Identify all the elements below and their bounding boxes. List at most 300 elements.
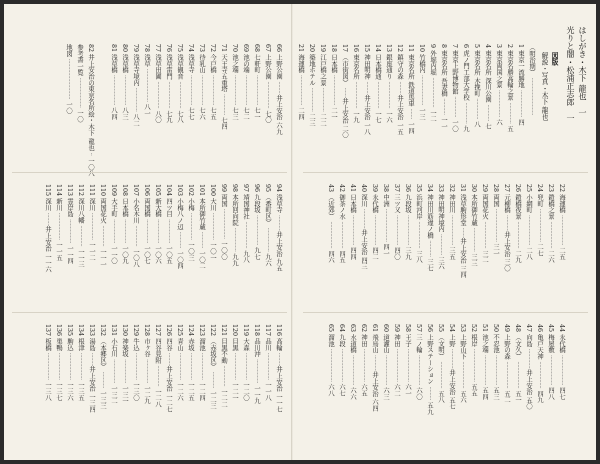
entry-title: 九段坂: [404, 192, 411, 215]
entry-page: 七〇: [264, 108, 271, 123]
leader-dots: ················: [470, 227, 477, 252]
entry-page: 四一: [382, 241, 389, 257]
entry-page: 六一: [404, 381, 411, 397]
index-entry: [186, 184, 195, 302]
entry-number: 29: [481, 184, 488, 193]
index-entry: [535, 184, 544, 302]
entry-page: 五七: [448, 394, 455, 410]
entry-page: 六五: [360, 381, 367, 397]
entry-number: 116: [275, 324, 282, 337]
index-entry: [414, 184, 423, 302]
entry-number: 122: [209, 324, 216, 337]
entry-page: 一一九: [253, 382, 260, 404]
entry-page: 四八: [547, 384, 554, 400]
entry-title: 不忍池: [492, 332, 499, 355]
entry-number: 74: [187, 44, 194, 53]
index-entry: [337, 184, 346, 302]
entry-title: 深川: [44, 196, 51, 213]
entry-title: 本所回向院: [231, 192, 238, 228]
entry-title: 目黒: [231, 336, 238, 353]
index-entry: [348, 324, 357, 442]
entry-number: 20: [308, 44, 315, 53]
entry-number: 70: [231, 44, 238, 53]
entry-number: 3: [495, 44, 502, 49]
entry-author: 井上安治: [371, 371, 378, 397]
entry-author: 井上安治: [360, 229, 367, 255]
entry-number: 10: [418, 44, 425, 53]
entry-title: 浅草寺境内: [132, 52, 139, 88]
leader-dots: ··················: [517, 89, 524, 117]
entry-title: 新大橋: [154, 196, 161, 219]
entry-number: 134: [77, 324, 84, 337]
leader-dots: ······················: [143, 68, 150, 102]
leader-dots: ··: [87, 152, 94, 156]
entry-page: 九九: [231, 251, 238, 267]
leader-dots: ······················: [327, 348, 334, 382]
entry-number: 28: [492, 184, 499, 193]
entry-title: 深川: [360, 192, 367, 209]
entry-page: 一三: [418, 104, 425, 120]
entry-number: 16: [352, 44, 359, 53]
index-entry: [557, 184, 566, 302]
index-entry: [142, 324, 151, 442]
entry-author: 井上安治: [275, 366, 282, 392]
entry-page: 八二: [132, 111, 139, 127]
entry-page: 三九: [404, 244, 411, 260]
index-entry: [502, 184, 511, 302]
entry-page: 一三七: [55, 379, 62, 401]
index-entry: [263, 324, 272, 442]
entry-page: 五八: [437, 388, 444, 403]
leader-dots: ·········: [165, 352, 172, 367]
index-entry: [447, 324, 456, 442]
leader-dots: ·········: [363, 81, 370, 95]
entry-title: 浅草: [143, 52, 150, 69]
entry-number: 114: [55, 184, 62, 197]
leader-dots: ··············: [154, 365, 161, 387]
entry-number: 81: [110, 44, 117, 53]
leader-dots: ····················: [198, 74, 205, 105]
entry-title: 青山: [176, 336, 183, 353]
leader-dots: ······················: [492, 208, 499, 242]
entry-page: 五二: [503, 388, 510, 403]
leader-dots: ··················: [77, 352, 84, 380]
entry-title: 品川: [264, 336, 271, 353]
entry-title: 天王寺五重塔: [220, 52, 227, 94]
leader-dots: ····················: [253, 74, 260, 105]
entry-title: 東京名所: [352, 52, 359, 82]
entry-title: 元柳橋: [503, 192, 510, 215]
entry-page: 一一五: [55, 239, 62, 261]
entry-title: 日本橋: [121, 196, 128, 219]
entry-number: 6: [462, 44, 469, 49]
entry-page: 四二: [371, 244, 378, 260]
leader-dots: ····················: [418, 74, 425, 105]
entry-title: 日本橋: [330, 52, 337, 75]
leader-dots: ··················: [176, 81, 183, 109]
leader-dots: ······················: [536, 208, 543, 242]
entry-page: 八四: [110, 104, 117, 120]
index-entry: [326, 324, 335, 442]
leader-dots: ····················: [558, 354, 565, 385]
index-entry: [472, 44, 481, 162]
index-entry: [296, 44, 305, 162]
entry-number: 73: [198, 44, 205, 53]
entry-number: 119: [242, 324, 249, 337]
entry-number: 45: [547, 324, 554, 333]
index-entry: [337, 324, 346, 442]
index-entry: [43, 184, 52, 302]
entry-number: 125: [176, 324, 183, 337]
index-entry: [208, 44, 217, 162]
entry-number: 96: [253, 184, 260, 193]
leader-dots: ···········: [371, 354, 378, 372]
index-entry: [546, 324, 555, 442]
leader-dots: ··············: [473, 98, 480, 120]
entry-page: 一〇〇: [220, 238, 227, 260]
entry-number: 77: [154, 44, 161, 53]
entry-title: 三ツ又: [393, 192, 400, 215]
index-entry: [120, 184, 129, 302]
entry-number: 115: [44, 184, 51, 197]
entry-page: 四五: [338, 248, 345, 263]
leader-dots: ····················: [448, 214, 455, 245]
index-entry: [76, 324, 85, 442]
entry-number: 117: [264, 324, 271, 337]
entry-page: 六八: [327, 381, 334, 397]
entry-page: 一一七: [275, 391, 282, 413]
entry-number: 39: [371, 184, 378, 193]
entry-page: 三四: [459, 263, 466, 278]
entry-title: 三ノ輪: [415, 332, 422, 355]
entry-number: 7: [451, 44, 458, 49]
entry-page: 三一: [492, 241, 499, 257]
leader-dots: ····················: [371, 214, 378, 245]
index-entry: [241, 184, 250, 302]
band-separator: [12, 312, 287, 313]
index-entry: [65, 184, 74, 302]
entry-page: 一〇四: [176, 248, 183, 269]
leader-dots: ··················: [495, 89, 502, 117]
leader-dots: ·······: [341, 87, 348, 99]
entry-title: 築地ホテル: [308, 52, 315, 88]
entry-title: 小石川: [110, 336, 117, 359]
entry-title: 東京両国之景: [495, 48, 502, 90]
entry-number: 102: [187, 184, 194, 197]
index-entry: [131, 44, 140, 162]
index-entry: [87, 184, 96, 302]
leader-dots: ·········: [88, 352, 95, 367]
entry-number: 68: [253, 44, 260, 53]
leader-dots: ··············: [437, 233, 444, 255]
index-entry: [252, 44, 261, 162]
entry-title: 本所御竹蔵: [198, 196, 205, 232]
entry-author: 井上安治: [363, 94, 370, 120]
index-entry: [87, 324, 96, 442]
entry-page: 七九: [165, 108, 172, 123]
entry-number: 63: [349, 324, 356, 333]
index-entry: [516, 44, 525, 162]
entry-title: 上野: [448, 332, 455, 349]
entry-number: 55: [437, 324, 444, 333]
leader-dots: ················: [231, 227, 238, 252]
leader-dots: ··················: [44, 352, 51, 380]
entry-title: 神田明神境内: [437, 192, 444, 234]
entry-page: 二五: [558, 244, 565, 260]
entry-title: 目黒不動: [220, 336, 227, 366]
entry-title: 虎ノ門工部大学校: [462, 48, 469, 103]
section-plates-note: 解説・写真・木下 龍也: [540, 52, 548, 121]
leader-dots: ··················: [264, 81, 271, 109]
leader-dots: ····················: [525, 214, 532, 245]
index-entry: [505, 44, 514, 162]
leader-dots: ··················: [264, 352, 271, 380]
entry-title: 赤坂: [187, 336, 194, 353]
entry-page: 一八: [363, 119, 370, 135]
entry-page: 七三: [231, 104, 238, 120]
entry-number: 9: [429, 44, 436, 49]
entry-number: 112: [77, 184, 84, 197]
entry-title: 海運橋: [297, 52, 304, 75]
entry-title: 東京名所 深川公園: [484, 48, 491, 105]
index-entry: [340, 44, 349, 162]
index-entry: [153, 324, 162, 442]
entry-page: 七二: [242, 104, 249, 120]
index-entry: [86, 44, 95, 177]
entry-number: 57: [415, 324, 422, 333]
entry-number: 21: [297, 44, 304, 53]
index-entry: [65, 324, 74, 442]
index-entry: [219, 184, 228, 302]
entry-title: （明治期）: [528, 44, 535, 78]
entry-title: 池之端: [481, 332, 488, 355]
leader-dots: ················: [264, 227, 271, 252]
entry-page: 一一六: [44, 251, 51, 273]
entry-number: 120: [231, 324, 238, 337]
entry-number: 13: [385, 44, 392, 53]
entry-number: 69: [242, 44, 249, 53]
entry-page: 二三: [308, 111, 315, 127]
entry-number: 71: [220, 44, 227, 53]
band-separator: [303, 172, 588, 173]
leader-dots: ····················: [558, 214, 565, 245]
entry-title: 両国花火: [99, 196, 106, 226]
entry-title: 神田川: [448, 192, 455, 215]
index-entry: [461, 44, 470, 162]
leader-dots: ··············: [448, 348, 455, 370]
entry-author: 井上安治: [525, 369, 532, 395]
index-entry: [546, 184, 555, 302]
entry-title: 九段坂: [253, 192, 260, 215]
entry-number: 137: [44, 324, 51, 337]
leader-dots: ··············: [99, 225, 106, 247]
index-entry: [252, 184, 261, 302]
entry-number: 111: [88, 184, 95, 197]
index-entry: [208, 324, 217, 442]
book-spread: [4, 4, 596, 460]
entry-number: 2: [506, 44, 513, 49]
leader-dots: ···········: [209, 371, 216, 389]
entry-number: 8: [440, 44, 447, 49]
index-entry: [153, 44, 162, 162]
entry-title: 永代橋: [558, 332, 565, 355]
leader-dots: ··················: [88, 212, 95, 240]
index-entry: [274, 324, 283, 442]
entry-page: 八一: [143, 101, 150, 117]
index-entry: [425, 324, 434, 442]
leader-dots: ·········: [275, 81, 282, 95]
index-entry: [186, 324, 195, 442]
leader-dots: ················: [143, 218, 150, 243]
entry-page: 一〇八: [132, 246, 139, 268]
entry-title: （近郊）: [327, 192, 334, 222]
index-entry: [359, 324, 368, 442]
entry-page: 四九: [536, 388, 543, 403]
entry-title: 待乳山: [198, 52, 205, 75]
leader-dots: ······················: [404, 348, 411, 382]
index-entry: [513, 324, 522, 442]
entry-title: 牛込: [132, 336, 139, 353]
entry-number: 14: [374, 44, 381, 53]
entry-page: 二七: [536, 241, 543, 257]
entry-page: 一七: [374, 108, 381, 123]
entry-page: 五五: [470, 381, 477, 397]
entry-number: 101: [198, 184, 205, 197]
entry-number: 82: [87, 44, 94, 53]
index-entry: [502, 324, 511, 442]
index-entry: [362, 44, 371, 162]
entry-title: （番町区）: [264, 192, 271, 228]
entry-page: 一二〇: [242, 379, 249, 401]
entry-number: 42: [338, 184, 345, 193]
entry-page: 三二: [481, 248, 488, 263]
entry-number: 94: [275, 184, 282, 193]
index-entry: [142, 44, 151, 162]
leader-dots: ······················: [393, 348, 400, 382]
entry-page: 八: [473, 119, 480, 128]
leader-dots: ·········: [426, 386, 433, 400]
entry-title: 参考書一覧: [76, 44, 83, 78]
entry-page: 五四: [481, 384, 488, 400]
entry-number: 76: [165, 44, 172, 53]
index-entry: [109, 44, 118, 162]
entry-title: 永代橋: [371, 192, 378, 215]
index-entry: [241, 44, 250, 162]
entry-title: 神田川筋違ノ橋: [426, 192, 433, 241]
entry-title: 浅草橋: [121, 52, 128, 75]
entry-author: 井上安治: [459, 238, 466, 264]
index-entry: [43, 324, 52, 442]
entry-number: 48: [514, 324, 521, 333]
entry-page: 三五: [448, 244, 455, 260]
entry-page: 一二: [429, 107, 436, 122]
leader-dots: ··················: [327, 221, 334, 249]
entry-title: 道灌山: [382, 332, 389, 355]
leader-dots: ··················: [209, 212, 216, 240]
leader-dots: ··············: [360, 208, 367, 230]
entry-title: （本郷区）: [99, 336, 106, 372]
index-entry: [458, 184, 467, 302]
index-entry: [54, 324, 63, 442]
leader-dots: ··················: [374, 81, 381, 109]
entry-page: 七五: [209, 104, 216, 120]
entry-title: 鎧橋之景: [547, 192, 554, 222]
entry-author: 井上安治: [88, 366, 95, 392]
leader-dots: ··················: [231, 352, 238, 380]
entry-page: 四七: [558, 384, 565, 400]
entry-number: 37: [393, 184, 400, 193]
entry-page: 六四: [371, 396, 378, 412]
entry-page: 一〇六: [154, 242, 161, 264]
index-entry: [436, 324, 445, 442]
entry-title: 浅草観音: [176, 52, 183, 82]
leader-dots: ····················: [110, 74, 117, 105]
entry-number: 128: [143, 324, 150, 337]
entry-number: 75: [176, 44, 183, 53]
leader-dots: ··················: [176, 352, 183, 380]
entry-title: 日本橋: [349, 192, 356, 215]
entry-title: 日本橋通: [374, 52, 381, 82]
leader-dots: ··············: [220, 93, 227, 115]
entry-number: 44: [558, 324, 565, 333]
entry-page: 二二: [319, 111, 326, 127]
leader-dots: ················: [132, 87, 139, 112]
entry-number: 104: [165, 184, 172, 197]
entry-title: 井上安治の東京名所絵・木下 龍也: [87, 52, 94, 153]
entry-title: 東京名所 木挽町: [473, 48, 480, 99]
entry-title: 大川: [209, 196, 216, 213]
entry-page: 一九: [352, 108, 359, 123]
entry-page: 四三: [360, 254, 367, 270]
index-entry: [392, 324, 401, 442]
entry-number: 43: [327, 184, 334, 193]
entry-title: 根岸: [470, 332, 477, 349]
leader-dots: ····················: [121, 74, 128, 105]
entry-title: 九段: [338, 332, 345, 349]
entry-page: 一三二: [110, 382, 117, 404]
entry-number: 103: [176, 184, 183, 197]
entry-number: 109: [110, 184, 117, 197]
index-entry: [351, 44, 360, 162]
entry-number: 105: [154, 184, 161, 197]
entry-title: 上野公園: [264, 52, 271, 82]
entry-number: 62: [360, 324, 367, 333]
leader-dots: ···········: [484, 104, 491, 121]
index-entry: [54, 184, 63, 302]
entry-title: 鎧橋夜景: [514, 192, 521, 222]
leader-dots: ··················: [481, 221, 488, 249]
leader-dots: ····················: [349, 214, 356, 245]
entry-title: 竹橋内: [418, 52, 425, 75]
leader-dots: ····················: [349, 354, 356, 385]
entry-page: 一一二: [88, 239, 95, 261]
entry-number: 18: [330, 44, 337, 53]
entry-page: 一〇七: [143, 242, 150, 264]
entry-number: 46: [536, 324, 543, 333]
index-entry: [131, 184, 140, 302]
index-entry: [491, 324, 500, 442]
index-entry: [370, 184, 379, 302]
entry-page: 四四: [349, 244, 356, 260]
leader-dots: ················: [253, 358, 260, 383]
entry-number: 126: [165, 324, 172, 337]
entry-number: 58: [404, 324, 411, 333]
entry-title: 両国: [220, 192, 227, 209]
entry-page: 四: [517, 116, 524, 126]
entry-page: 一五: [396, 119, 403, 135]
entry-number: 97: [242, 184, 249, 193]
entry-number: 17: [341, 44, 348, 53]
